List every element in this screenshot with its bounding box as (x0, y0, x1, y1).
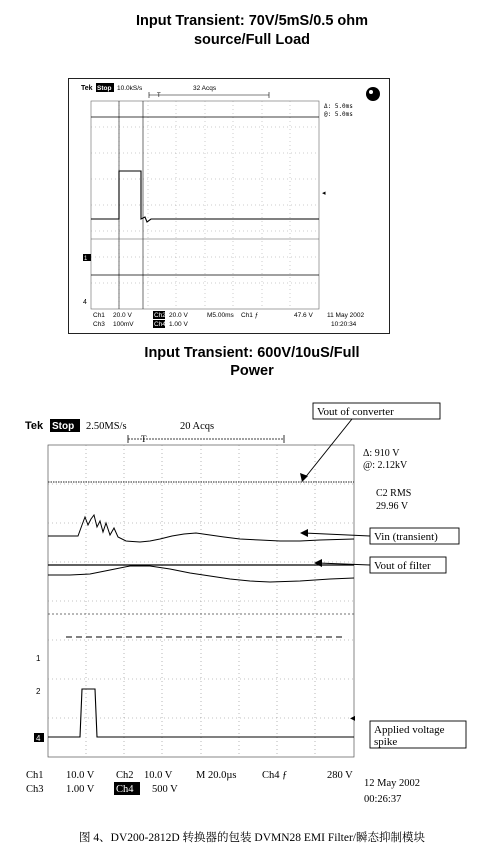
label-spike-line2: spike (374, 736, 398, 748)
svg-text:10.0 V: 10.0 V (144, 770, 173, 781)
scope1-rate: 10.0kS/s (117, 85, 143, 92)
svg-text:Ch3: Ch3 (26, 784, 44, 795)
svg-text:M5.00ms: M5.00ms (207, 312, 234, 319)
scope2-acqs: 20 Acqs (180, 421, 215, 432)
svg-text:100mV: 100mV (113, 321, 134, 328)
svg-text:Ch2: Ch2 (116, 770, 134, 781)
svg-text:12 May 2002: 12 May 2002 (364, 778, 420, 789)
scope2-brand: Tek (25, 420, 44, 432)
scope1-brand: Tek (81, 85, 93, 92)
scope2-grid (48, 445, 354, 757)
scope1-delta-readout: Δ: 5.0ms (324, 103, 353, 110)
scope2-rms-label: C2 RMS (376, 488, 412, 499)
scope2-state: Stop (52, 421, 75, 432)
scope1-footer (93, 311, 364, 328)
label-vout-filter: Vout of filter (374, 560, 431, 572)
svg-text:M 20.0µs: M 20.0µs (196, 770, 237, 781)
svg-text:Ch4 ƒ: Ch4 ƒ (262, 770, 288, 781)
svg-text:1.00 V: 1.00 V (169, 321, 188, 328)
label-vin: Vin (transient) (374, 531, 438, 543)
svg-text:20.0 V: 20.0 V (169, 312, 188, 319)
oscilloscope-screen-1 (68, 78, 390, 334)
figure1-title-line1: Input Transient: 70V/5mS/0.5 ohm (135, 13, 369, 29)
svg-text:00:26:37: 00:26:37 (364, 794, 402, 805)
svg-text:20.0 V: 20.0 V (113, 312, 132, 319)
svg-text:Ch1: Ch1 (93, 312, 105, 319)
arrow-vin (304, 533, 370, 536)
svg-text:Ch4: Ch4 (154, 321, 166, 328)
svg-text:1: 1 (84, 256, 88, 262)
svg-text:Ch4: Ch4 (116, 784, 134, 795)
oscilloscope-screen-2 (0, 395, 504, 820)
figure2-title-line2: Power (230, 363, 274, 379)
scope1-at-readout: @: 5.0ms (324, 111, 353, 118)
scope1-trigger-arrow: ◂ (322, 190, 326, 197)
scope1-state: Stop (97, 85, 112, 92)
scope1-grid (91, 101, 319, 309)
scope2-ch2-marker: 2 (36, 687, 41, 696)
svg-text:T: T (141, 434, 147, 444)
scope1-trace-pulse (91, 171, 319, 222)
svg-text:280 V: 280 V (327, 770, 353, 781)
scope1-acqs: 32 Acqs (193, 85, 217, 92)
svg-text:11 May 2002: 11 May 2002 (327, 312, 365, 319)
scope1-trigger-icon (366, 87, 380, 101)
label-spike-line1: Applied voltage (374, 724, 445, 736)
arrow-vout-converter (304, 419, 352, 479)
scope1-ch4-marker: 4 (83, 299, 87, 306)
scope2-at-readout: @: 2.12kV (363, 460, 408, 471)
figure-caption: 图 4、DV200-2812D 转换器的包装 DVMN28 EMI Filter/瞬态抑制模块 (79, 832, 425, 844)
scope2-rms-value: 29.96 V (376, 501, 409, 512)
svg-text:Ch2: Ch2 (154, 312, 166, 319)
scope2-delta-readout: Δ: 910 V (363, 448, 400, 459)
scope2-ch1-marker: 1 (36, 654, 41, 663)
svg-text:1.00 V: 1.00 V (66, 784, 95, 795)
svg-text:Ch1: Ch1 (26, 770, 44, 781)
svg-text:500 V: 500 V (152, 784, 178, 795)
svg-text:10:20:34: 10:20:34 (331, 321, 357, 328)
svg-text:10.0 V: 10.0 V (66, 770, 95, 781)
figure1-title-line2: source/Full Load (193, 32, 310, 48)
label-vout-converter: Vout of converter (317, 406, 394, 418)
scope2-footer (26, 770, 420, 805)
svg-text:47.6 V: 47.6 V (294, 312, 313, 319)
scope2-rate: 2.50MS/s (86, 421, 127, 432)
svg-text:Ch1 ƒ: Ch1 ƒ (241, 312, 259, 319)
svg-text:Ch3: Ch3 (93, 321, 105, 328)
scope1-plot (69, 79, 389, 333)
scope2-trigger-arrow: ◂ (350, 713, 356, 724)
svg-text:4: 4 (36, 734, 41, 743)
svg-text:T: T (157, 93, 161, 99)
figure2-title-line1: Input Transient: 600V/10uS/Full (144, 345, 360, 361)
